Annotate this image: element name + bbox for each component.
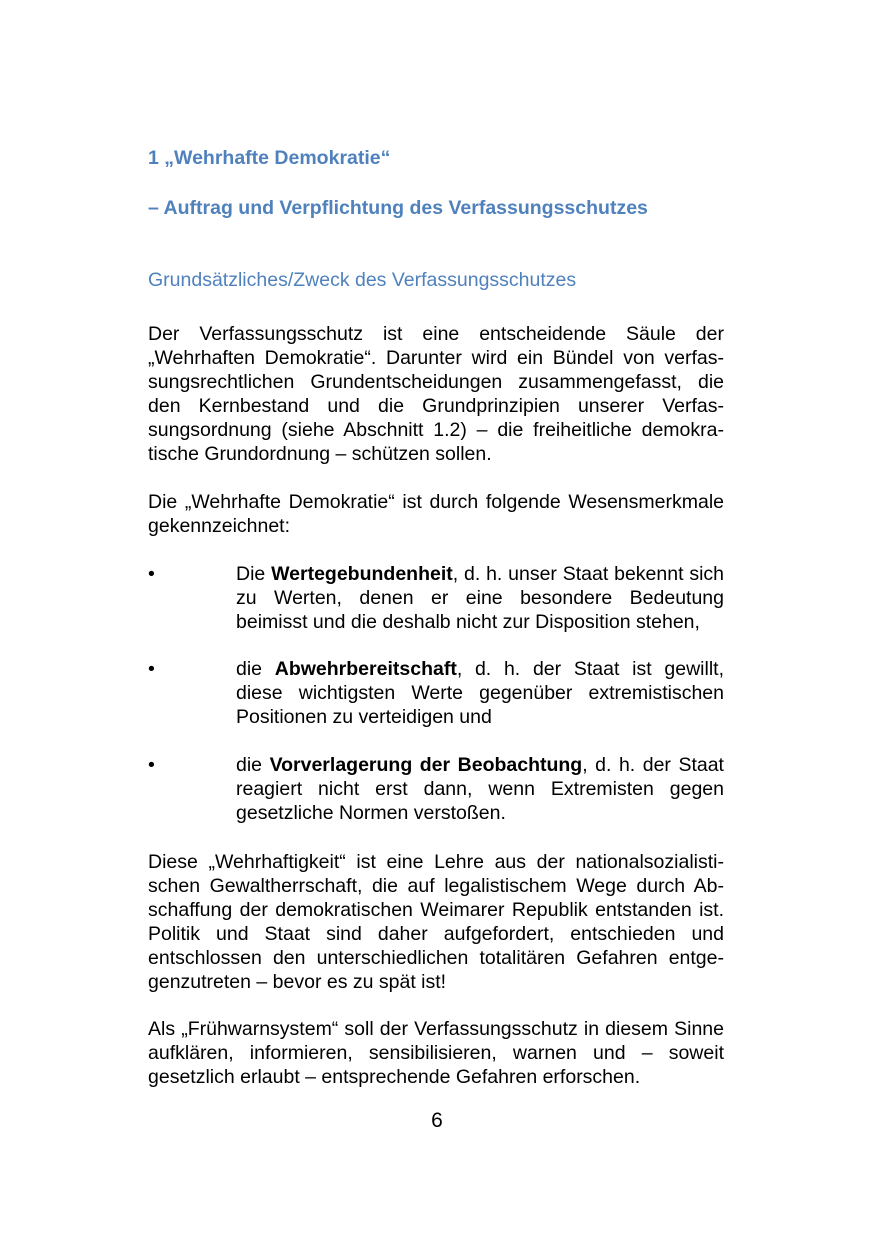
paragraph-characteristics: Die „Wehrhafte Demokratie“ ist durch folgende Wesensmerkmale gekennzeichnet: (148, 491, 724, 537)
list-item-prefix: Die (236, 563, 272, 585)
paragraph-early-warning: Als „Frühwarnsystem“ soll der Verfassungsschutz in diesem Sinne aufklären, informieren, sensibilisieren, warnen und – soweit gesetzlich erlaubt – entsprechende Gefahren erforschen. (148, 1018, 724, 1088)
bullet-marker: • (148, 658, 155, 680)
paragraph-intro: Der Verfassungsschutz ist eine entscheidende Säule der „Wehrhaften Demokratie“. Darunter wird ein Bündel von verfassungsrechtlichen Grundentscheidungen zusammengefasst, die den Kernbestand und die Grundprinzipien unserer Verfassungsordnung (siehe Abschnitt 1.2) – die freiheitliche demokratische Grundordnung – schützen sollen. (148, 323, 724, 465)
list-item-description: , d. h. unser Staat bekennt sich zu Werten, denen er eine besondere Bedeutung beimisst und die deshalb nicht zur Disposition stehen, (236, 563, 724, 633)
list-item (148, 657, 724, 729)
list-item-term: Wertegebundenheit (271, 563, 453, 585)
list-item-term: Vorverlagerung der Beobachtung (269, 754, 583, 776)
list-item-text (236, 657, 724, 729)
list-item-description: , d. h. der Staat reagiert nicht erst dann, wenn Extremisten gegen gesetzliche Normen verstoßen. (236, 754, 724, 824)
list-item-prefix: die (236, 754, 270, 776)
chapter-subtitle: – Auftrag und Verpflichtung des Verfassungsschutzes (148, 197, 648, 219)
section-heading: Grundsätzliches/Zweck des Verfassungsschutzes (148, 269, 577, 291)
chapter-title: 1 „Wehrhafte Demokratie“ (148, 147, 391, 169)
list-item (148, 562, 724, 634)
page-number: 6 (431, 1109, 443, 1132)
bullet-marker: • (148, 754, 155, 776)
list-item-description: , d. h. der Staat ist gewillt, diese wichtigsten Werte gegenüber extremistischen Positionen zu verteidigen und (236, 658, 724, 728)
paragraph-history: Diese „Wehrhaftigkeit“ ist eine Lehre aus der nationalsozialistischen Gewaltherrschaft, die auf legalistischem Wege durch Abschaffung der demokratischen Weimarer Republik entstanden ist. Politik und Staat sind daher aufgefordert, entschieden und entschlossen den unterschiedlichen totalitären Gefahren entgegenzutreten – bevor es zu spät ist! (148, 851, 724, 993)
list-item-text (236, 753, 724, 825)
list-item-text (236, 562, 724, 634)
list-item (148, 753, 724, 825)
list-item-term: Abwehrbereitschaft (274, 658, 457, 680)
bullet-marker: • (148, 563, 155, 585)
list-item-prefix: die (236, 658, 275, 680)
